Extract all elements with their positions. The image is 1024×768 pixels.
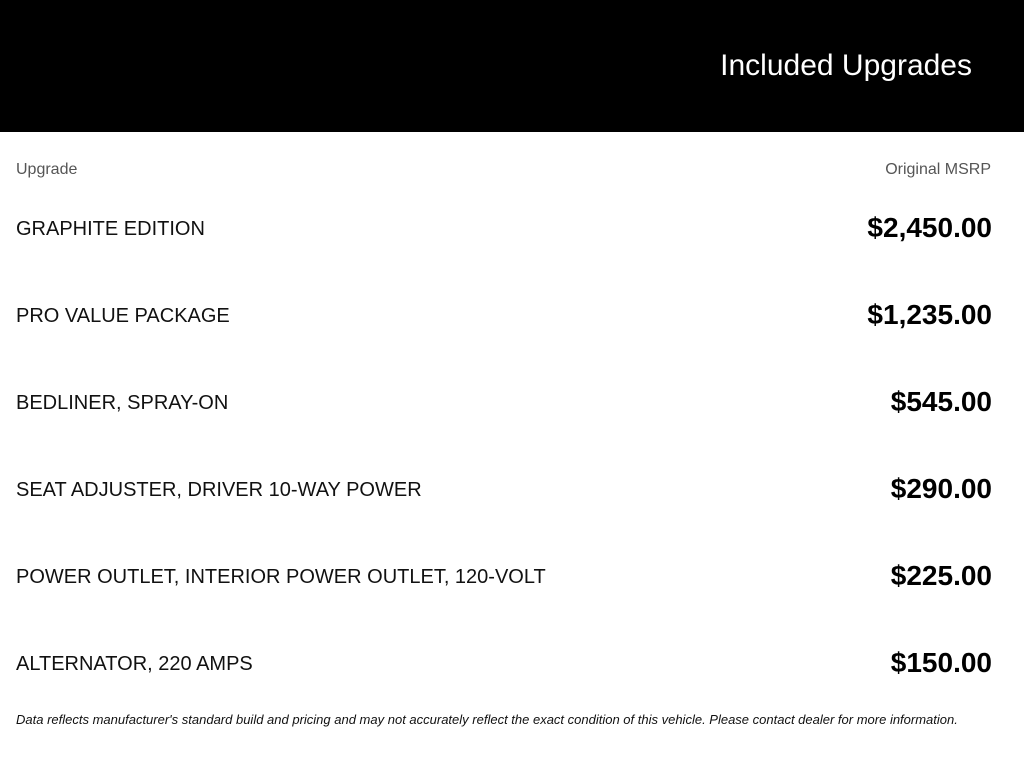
page-title: Included Upgrades xyxy=(720,49,972,82)
header-banner xyxy=(0,0,1024,132)
upgrade-name: BEDLINER, SPRAY-ON xyxy=(16,392,229,414)
table-row xyxy=(0,272,1024,359)
upgrade-price: $1,235.00 xyxy=(867,299,992,330)
table-row xyxy=(0,533,1024,620)
column-header-original-msrp: Original MSRP xyxy=(885,161,991,178)
upgrade-price: $2,450.00 xyxy=(867,212,992,243)
table-row xyxy=(0,359,1024,446)
upgrade-name: POWER OUTLET, INTERIOR POWER OUTLET, 120-VOLT xyxy=(16,566,546,588)
upgrade-name: GRAPHITE EDITION xyxy=(16,218,205,240)
upgrade-price: $545.00 xyxy=(890,386,992,417)
upgrade-price: $150.00 xyxy=(890,647,992,678)
column-header-upgrade: Upgrade xyxy=(16,161,78,178)
upgrade-name: SEAT ADJUSTER, DRIVER 10-WAY POWER xyxy=(16,479,422,501)
upgrade-name: PRO VALUE PACKAGE xyxy=(16,305,230,327)
table-row xyxy=(0,446,1024,533)
upgrades-table xyxy=(0,185,1024,707)
disclaimer-text: Data reflects manufacturer's standard build and pricing and may not accurately reflect the exact condition of this vehicle. Please contact dealer for more information. xyxy=(16,712,958,727)
table-row xyxy=(0,620,1024,707)
table-row xyxy=(0,185,1024,272)
upgrade-price: $225.00 xyxy=(890,560,992,591)
upgrade-name: ALTERNATOR, 220 AMPS xyxy=(16,653,253,675)
upgrade-price: $290.00 xyxy=(890,473,992,504)
